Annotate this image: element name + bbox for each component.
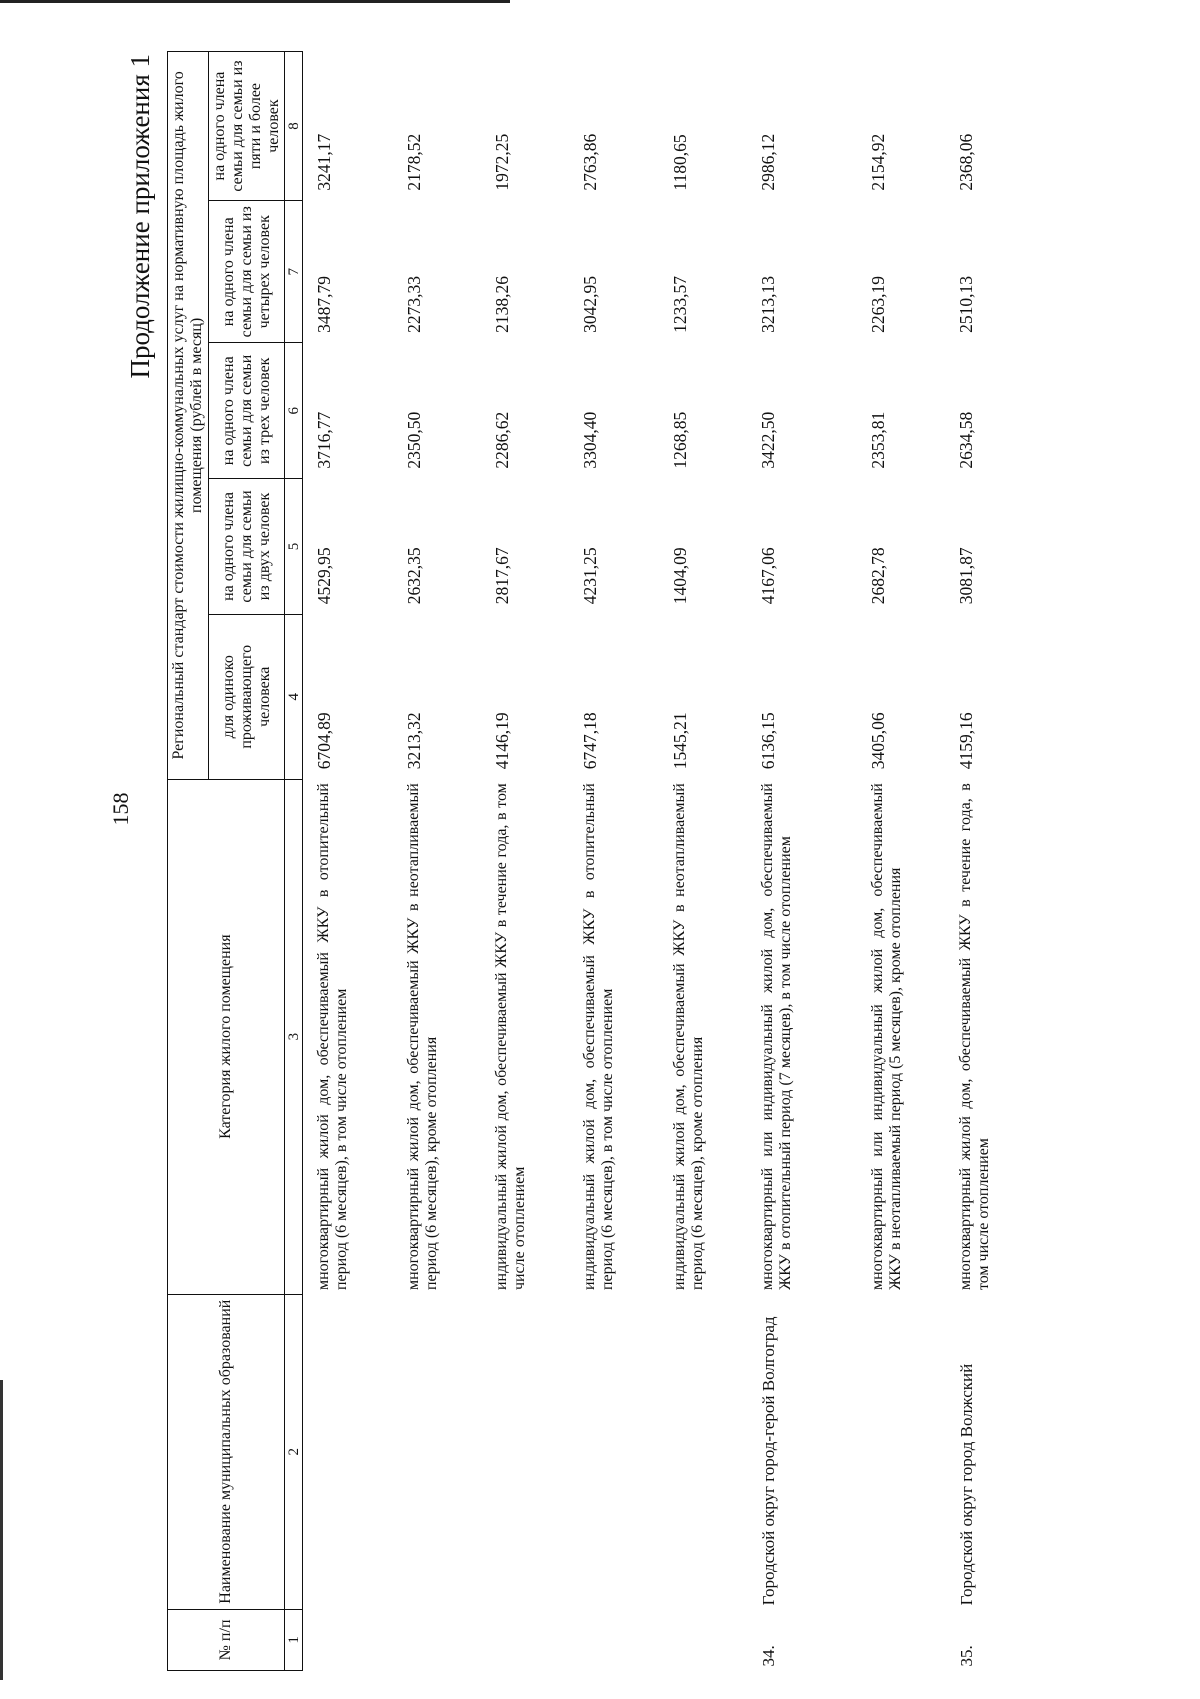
- value-cell: 3213,32: [404, 712, 425, 770]
- value-cell: 2263,19: [868, 276, 889, 333]
- col-number: 2: [285, 1294, 303, 1609]
- col-number: 5: [285, 479, 303, 615]
- value-cell: 2138,26: [492, 276, 513, 333]
- continuation-title: Продолжение приложения 1: [125, 54, 155, 379]
- col-number: 1: [285, 1609, 303, 1670]
- value-cell: 4146,19: [492, 712, 513, 770]
- value-cell: 3042,95: [580, 276, 601, 333]
- table-row: [957, 52, 1037, 1671]
- row-number: [493, 1609, 581, 1670]
- value-cell: 2286,62: [492, 411, 513, 469]
- header-sub-1: для одиноко проживающего человека: [208, 614, 285, 779]
- value-cell: 2817,67: [492, 547, 513, 605]
- municipality-name: [869, 1294, 957, 1609]
- municipality-name: Городской округ город-герой Волгоград: [759, 1316, 779, 1606]
- value-cell: 2510,13: [956, 276, 977, 333]
- housing-category: индивидуальный жилой дом, обеспечиваемый ЖКУ в отопительный период (6 месяцев), в том числе отоплением: [581, 783, 617, 1291]
- col-number: 8: [285, 52, 303, 201]
- row-number: 34.: [759, 1645, 779, 1667]
- municipality-name: [581, 1294, 671, 1609]
- header-sub-3: на одного члена семьи для семьи из трех человек: [208, 343, 285, 479]
- value-cell: 3081,87: [956, 547, 977, 605]
- header-sub-4: на одного члена семьи для семьи из четырех человек: [208, 201, 285, 343]
- col-number: 3: [285, 779, 303, 1294]
- header-name: Наименование муниципальных образований: [168, 1294, 285, 1609]
- header-sub-2: на одного члена семьи для семьи из двух человек: [208, 479, 285, 615]
- row-number: [671, 1609, 759, 1670]
- housing-category: многоквартирный жилой дом, обеспечиваемый ЖКУ в течение года, в том числе отоплением: [957, 783, 993, 1291]
- value-cell: 2634,58: [956, 411, 977, 469]
- value-cell: 1972,25: [492, 133, 513, 191]
- value-cell: 1404,09: [670, 547, 691, 605]
- row-number: 35.: [957, 1645, 977, 1667]
- value-cell: 3716,77: [314, 411, 335, 469]
- col-number: 7: [285, 201, 303, 343]
- value-cell: 2350,50: [404, 411, 425, 469]
- housing-category: многоквартирный жилой дом, обеспечиваемый ЖКУ в неотапливаемый период (6 месяцев), кроме отопления: [405, 783, 441, 1291]
- table-row: [581, 52, 671, 1671]
- table-row: [759, 52, 869, 1671]
- value-cell: 2986,12: [758, 133, 779, 191]
- value-cell: 2682,78: [868, 547, 889, 605]
- value-cell: 2273,33: [404, 276, 425, 333]
- row-number: [869, 1609, 957, 1670]
- municipality-name: Городской округ город Волжский: [957, 1363, 977, 1606]
- value-cell: 2353,81: [868, 411, 889, 469]
- row-number: [315, 1609, 405, 1670]
- col-number: 4: [285, 614, 303, 779]
- housing-category: многоквартирный жилой дом, обеспечиваемый ЖКУ в отопительный период (6 месяцев), в том числе отоплением: [315, 783, 351, 1291]
- housing-category: многоквартирный или индивидуальный жилой дом, обеспечиваемый ЖКУ в отопительный период (7 месяцев), в том числе отоплением: [759, 783, 795, 1291]
- header-sub-5: на одного члена семьи для семьи из пяти и более человек: [208, 52, 285, 201]
- value-cell: 2763,86: [580, 133, 601, 191]
- value-cell: 6704,89: [314, 712, 335, 770]
- value-cell: 3422,50: [758, 411, 779, 469]
- municipality-name: [493, 1294, 581, 1609]
- table-body: [303, 52, 1038, 1671]
- value-cell: 1545,21: [670, 712, 691, 770]
- value-cell: 1180,65: [670, 134, 691, 191]
- housing-category: индивидуальный жилой дом, обеспечиваемый ЖКУ в течение года, в том числе отоплением: [493, 783, 529, 1291]
- table-row: [671, 52, 759, 1671]
- header-no: № п/п: [168, 1609, 285, 1670]
- value-cell: 3405,06: [868, 712, 889, 770]
- table-row: [493, 52, 581, 1671]
- municipality-name: [671, 1294, 759, 1609]
- value-cell: 4159,16: [956, 712, 977, 770]
- value-cell: 3241,17: [314, 133, 335, 191]
- col-number: 6: [285, 343, 303, 479]
- value-cell: 6136,15: [758, 712, 779, 770]
- table-row: [405, 52, 493, 1671]
- value-cell: 4231,25: [580, 547, 601, 605]
- value-cell: 3213,13: [758, 276, 779, 333]
- row-number: [405, 1609, 493, 1670]
- housing-category: индивидуальный жилой дом, обеспечиваемый ЖКУ в неотапливаемый период (6 месяцев), кроме отопления: [671, 783, 707, 1291]
- value-cell: 1268,85: [670, 411, 691, 469]
- value-cell: 6747,18: [580, 712, 601, 770]
- housing-category: многоквартирный или индивидуальный жилой дом, обеспечиваемый ЖКУ в неотапливаемый период (5 месяцев), кроме отопления: [869, 783, 905, 1291]
- header-group: Региональный стандарт стоимости жилищно-коммунальных услуг на нормативную площадь жилого помещения (рублей в месяц): [168, 52, 209, 780]
- municipality-name: [405, 1294, 493, 1609]
- value-cell: 1233,57: [670, 276, 691, 333]
- row-number: [581, 1609, 671, 1670]
- table-header: [168, 52, 303, 1671]
- standards-table: [167, 51, 1037, 1671]
- table-row: [869, 52, 957, 1671]
- value-cell: 3304,40: [580, 411, 601, 469]
- header-category: Категория жилого помещения: [168, 779, 285, 1294]
- table-row: [315, 52, 405, 1671]
- municipality-name: [315, 1294, 405, 1609]
- value-cell: 3487,79: [314, 276, 335, 333]
- value-cell: 2368,06: [956, 133, 977, 191]
- value-cell: 4167,06: [758, 547, 779, 605]
- value-cell: 4529,95: [314, 547, 335, 605]
- value-cell: 2154,92: [868, 133, 889, 191]
- page-number: 158: [108, 792, 133, 826]
- value-cell: 2632,35: [404, 547, 425, 605]
- value-cell: 2178,52: [404, 133, 425, 191]
